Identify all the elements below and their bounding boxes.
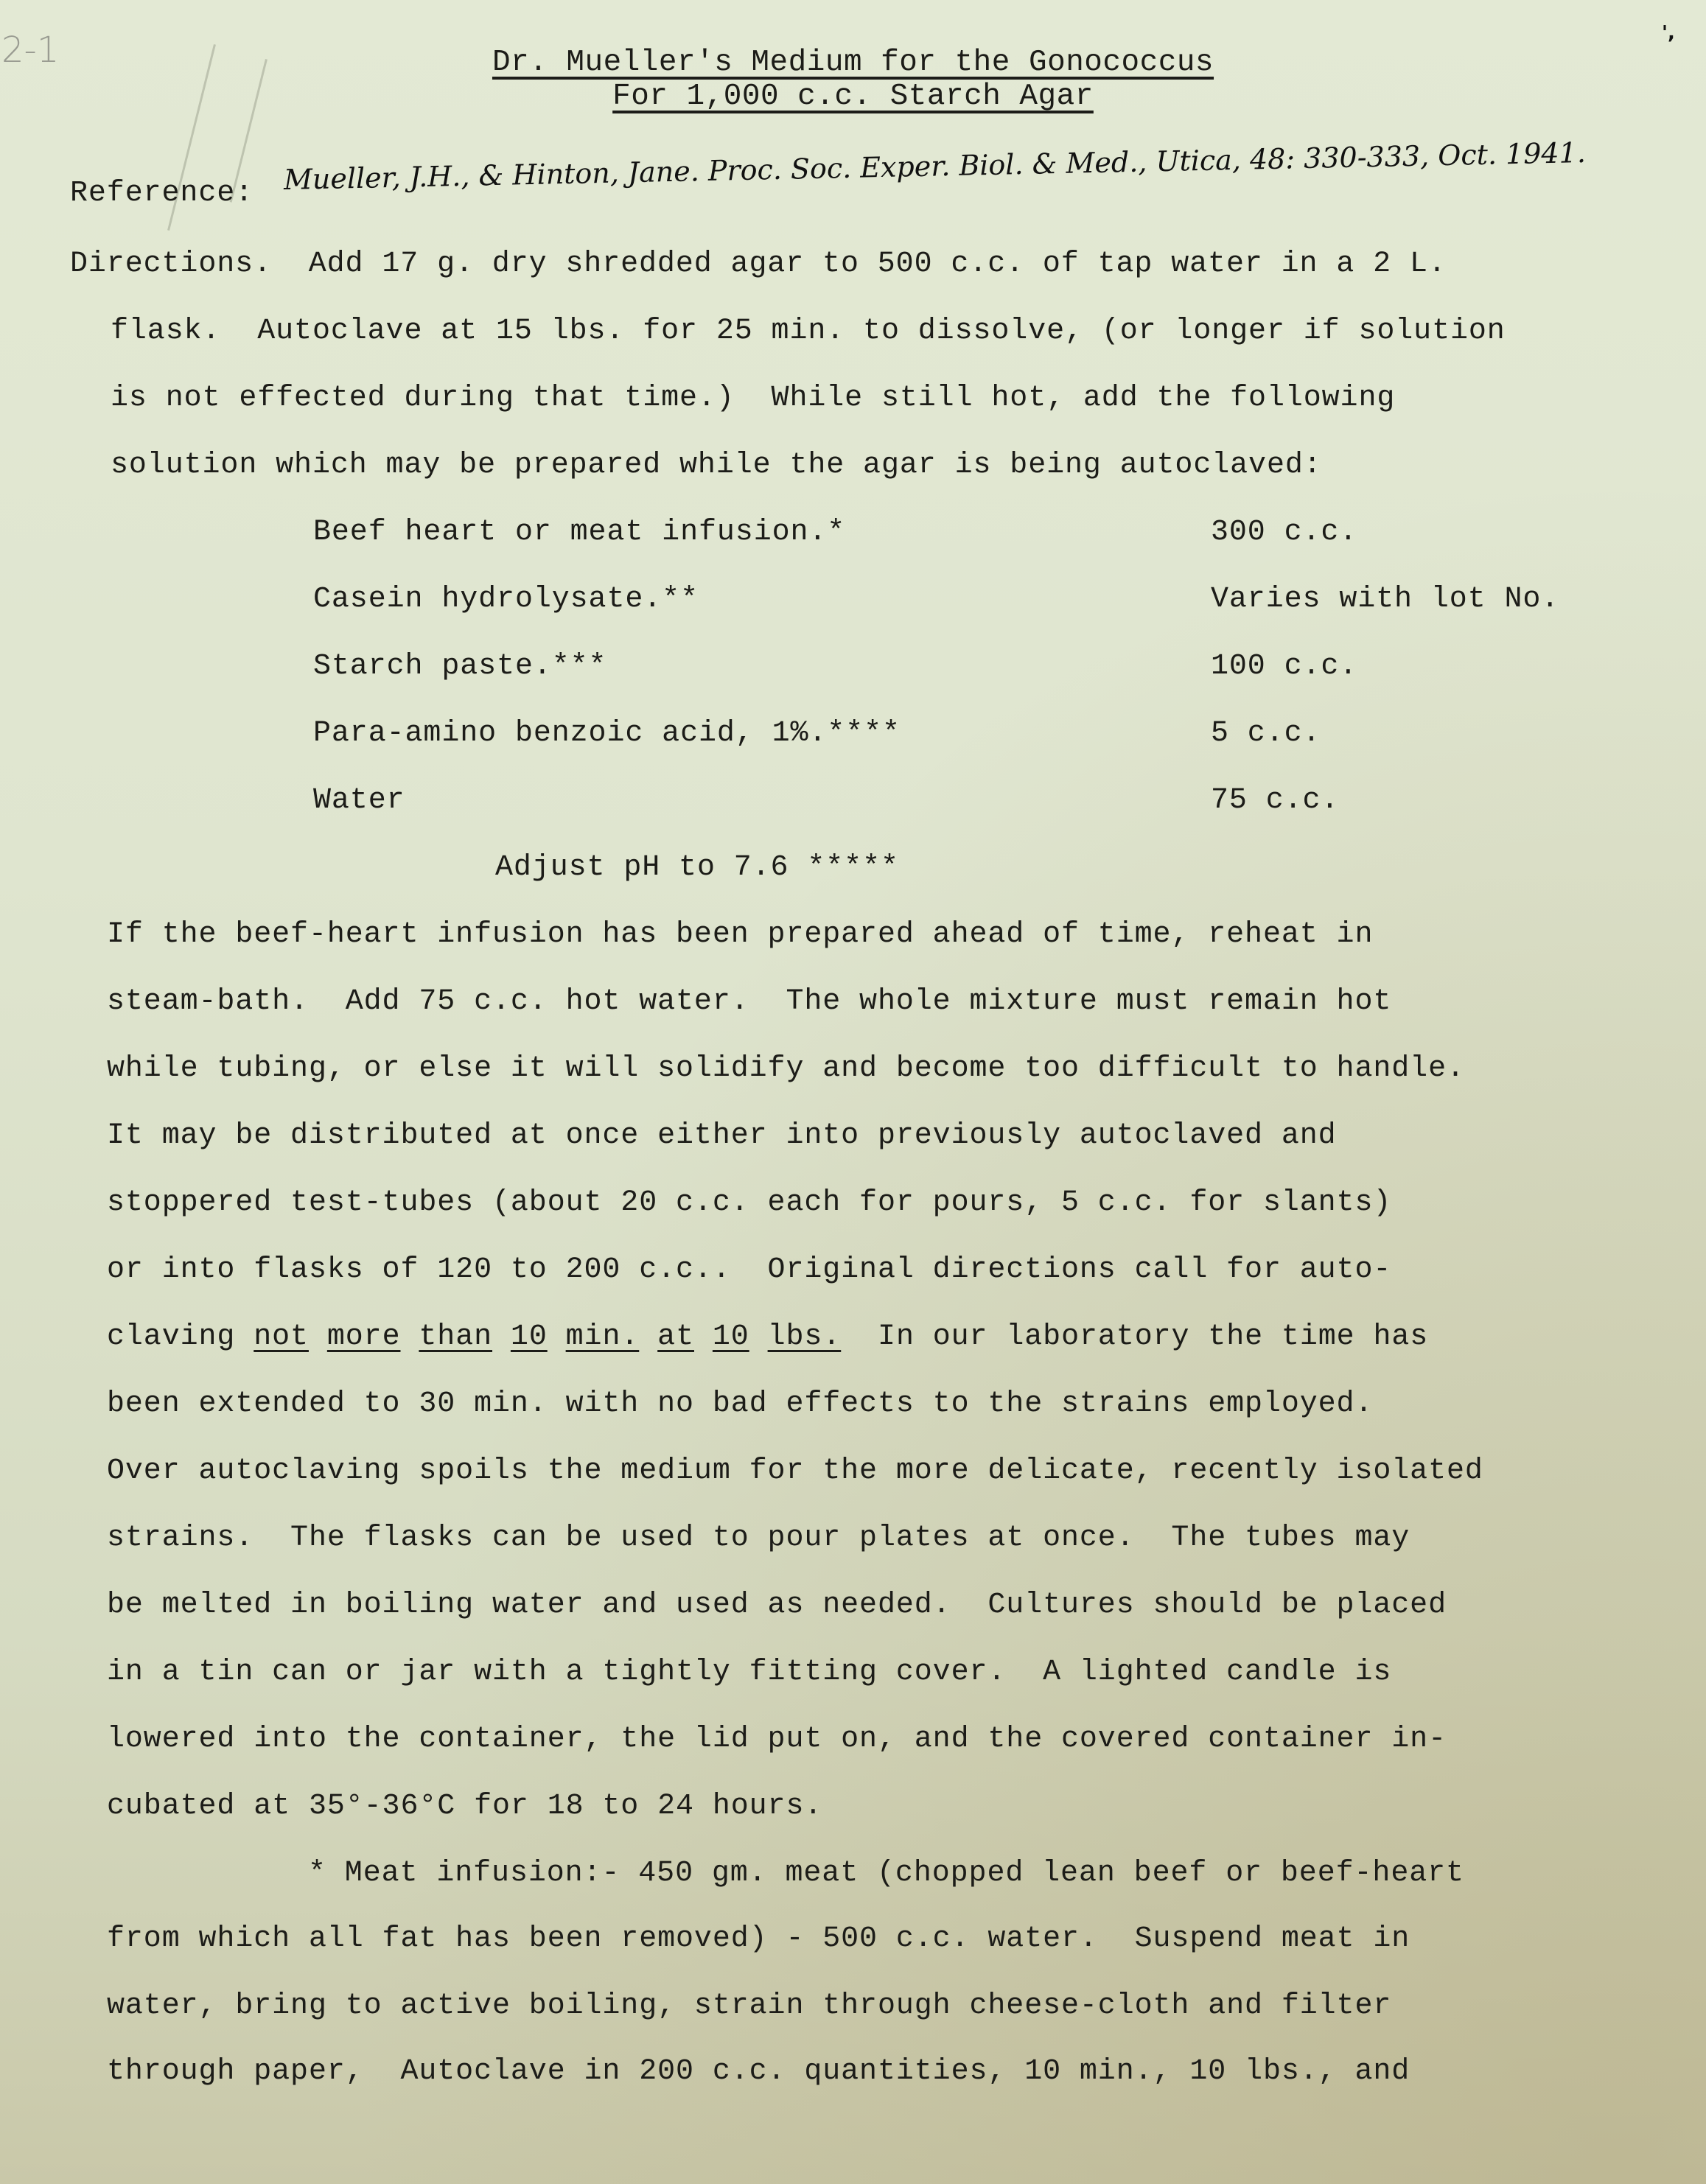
ingredient-quantity: 5 c.c.: [1211, 717, 1321, 750]
body-line: or into flasks of 120 to 200 c.c.. Original directions call for auto-: [107, 1253, 1392, 1287]
ingredient-quantity: 300 c.c.: [1211, 516, 1358, 549]
body-line: It may be distributed at once either into previously autoclaved and: [107, 1119, 1337, 1152]
ingredient-name: Beef heart or meat infusion.*: [313, 516, 846, 549]
ingredient-quantity: 75 c.c.: [1211, 784, 1340, 817]
body-line: be melted in boiling water and used as needed. Cultures should be placed: [107, 1589, 1447, 1622]
footnote-line: water, bring to active boiling, strain through cheese-cloth and filter: [107, 1989, 1392, 2023]
underlined-word: more: [326, 1320, 401, 1354]
body-line: cubated at 35°-36°C for 18 to 24 hours.: [107, 1790, 823, 1823]
body-line: been extended to 30 min. with no bad effects to the strains employed.: [107, 1387, 1374, 1421]
pencil-page-mark: 2-1: [1, 29, 60, 71]
body-line: strains. The flasks can be used to pour plates at once. The tubes may: [107, 1522, 1410, 1555]
underlined-word: 10: [510, 1320, 548, 1354]
directions-line: is not effected during that time.) While still hot, add the following: [111, 382, 1396, 415]
footnote-line: through paper, Autoclave in 200 c.c. quantities, 10 min., 10 lbs., and: [107, 2055, 1410, 2088]
ingredient-name: Para-amino benzoic acid, 1%.****: [313, 717, 901, 750]
ingredient-quantity: Varies with lot No.: [1211, 583, 1560, 616]
body-line: steam-bath. Add 75 c.c. hot water. The whole mixture must remain hot: [107, 985, 1392, 1018]
ingredient-name: Casein hydrolysate.**: [313, 583, 699, 616]
ingredient-name: Starch paste.***: [313, 650, 607, 683]
underlined-word: lbs.: [767, 1320, 842, 1354]
underlined-word: not: [254, 1320, 309, 1354]
underlined-word: at: [657, 1320, 694, 1354]
document-subtitle: [0, 80, 1706, 113]
adjust-ph-note: Adjust pH to 7.6 *****: [495, 851, 899, 884]
body-line-with-underline: [107, 1320, 1428, 1354]
body-line: in a tin can or jar with a tightly fitting cover. A lighted candle is: [107, 1656, 1392, 1689]
title-line-1: Dr. Mueller's Medium for the Gonococcus: [492, 46, 1214, 80]
footnote-line: from which all fat has been removed) - 500 c.c. water. Suspend meat in: [107, 1922, 1410, 1956]
document-title: [0, 46, 1706, 80]
body-line: lowered into the container, the lid put on, and the covered container in-: [107, 1723, 1447, 1756]
reference-handwritten-citation: Mueller, J.H., & Hinton, Jane. Proc. Soc. Exper. Biol. & Med., Utica, 48: 330-333, Oct. 1941.: [283, 136, 1587, 196]
directions-line: Directions. Add 17 g. dry shredded agar to 500 c.c. of tap water in a 2 L.: [70, 248, 1447, 281]
ingredient-quantity: 100 c.c.: [1211, 650, 1358, 683]
body-text: In our laboratory the time has: [841, 1320, 1429, 1354]
directions-line: flask. Autoclave at 15 lbs. for 25 min. to dissolve, (or longer if solution: [111, 315, 1506, 348]
body-line: Over autoclaving spoils the medium for the more delicate, recently isolated: [107, 1455, 1483, 1488]
ingredient-name: Water: [313, 784, 405, 817]
corner-ink-mark: ',: [1662, 22, 1675, 44]
underlined-word: 10: [712, 1320, 749, 1354]
underlined-word: min.: [565, 1320, 640, 1354]
reference-label: Reference:: [70, 177, 254, 210]
underlined-word: than: [419, 1320, 493, 1354]
body-text: claving: [107, 1320, 254, 1354]
body-line: while tubing, or else it will solidify and become too difficult to handle.: [107, 1052, 1465, 1085]
title-line-2: For 1,000 c.c. Starch Agar: [612, 80, 1094, 113]
body-line: If the beef-heart infusion has been prepared ahead of time, reheat in: [107, 918, 1374, 951]
body-line: stoppered test-tubes (about 20 c.c. each for pours, 5 c.c. for slants): [107, 1186, 1392, 1219]
footnote-line: * Meat infusion:- 450 gm. meat (chopped lean beef or beef-heart: [308, 1857, 1464, 1890]
directions-line: solution which may be prepared while the agar is being autoclaved:: [111, 449, 1322, 482]
